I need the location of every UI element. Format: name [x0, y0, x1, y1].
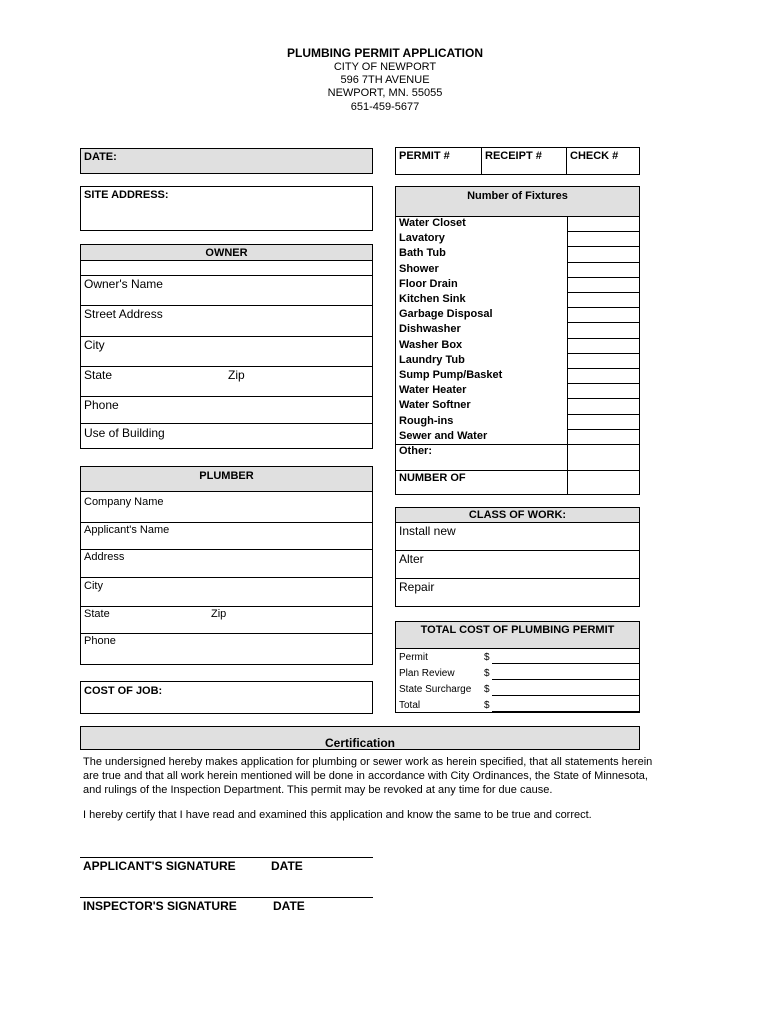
company-name-field[interactable]: Company Name — [84, 496, 164, 508]
fixture-count-field[interactable] — [568, 368, 639, 383]
certification-line-3: and rulings of the Inspection Department. This permit may be revoked at any time for due cause. — [83, 784, 553, 796]
permit-receipt-check-box — [395, 147, 640, 175]
fixture-label: Floor Drain — [399, 277, 458, 290]
fixture-count-field[interactable] — [568, 307, 639, 322]
inspector-date-label: DATE — [273, 899, 305, 913]
applicant-name-field[interactable]: Applicant's Name — [84, 524, 170, 536]
fixture-label: Rough-ins — [399, 414, 454, 427]
plan-review-fee-label: Plan Review — [399, 668, 455, 679]
date-field[interactable] — [80, 148, 373, 174]
applicant-signature-line[interactable] — [80, 857, 373, 858]
receipt-number-label: RECEIPT # — [485, 150, 542, 162]
plan-review-fee-field[interactable] — [492, 679, 639, 680]
site-address-label: SITE ADDRESS: — [84, 189, 169, 201]
cost-of-job-label: COST OF JOB: — [84, 685, 163, 697]
fixture-count-field[interactable] — [568, 398, 639, 413]
fixture-label: Lavatory — [399, 232, 445, 245]
fixture-count-field[interactable] — [568, 338, 639, 353]
owner-state-field[interactable]: State — [84, 368, 113, 382]
plumber-state-field[interactable]: State — [84, 608, 110, 620]
fixture-label: Water Closet — [399, 217, 466, 229]
date-label: DATE: — [84, 151, 117, 163]
header-street: 596 7TH AVENUE — [340, 74, 430, 86]
owner-zip-field[interactable]: Zip — [228, 368, 245, 382]
state-surcharge-fee-currency: $ — [484, 684, 490, 695]
inspector-signature-line[interactable] — [80, 897, 373, 898]
plumber-zip-field[interactable]: Zip — [211, 608, 227, 620]
repair-option[interactable]: Repair — [399, 580, 435, 594]
alter-option[interactable]: Alter — [399, 552, 424, 566]
permit-fee-currency: $ — [484, 652, 490, 663]
fixture-label: Washer Box — [399, 338, 463, 351]
applicant-date-label: DATE — [271, 859, 303, 873]
header-city-state-zip: NEWPORT, MN. 55055 — [327, 87, 443, 99]
plumber-title: PLUMBER — [199, 470, 254, 482]
fixtures-title: Number of Fixtures — [467, 190, 568, 202]
fixture-label: Dishwasher — [399, 323, 461, 336]
total-fee-currency: $ — [484, 700, 490, 711]
fixture-count-field[interactable] — [568, 429, 639, 444]
fixture-label: Bath Tub — [399, 247, 446, 260]
class-of-work-title: CLASS OF WORK: — [468, 509, 567, 521]
total-fee-field[interactable] — [492, 711, 639, 712]
owner-name-field[interactable]: Owner's Name — [84, 277, 163, 291]
fixture-label: Laundry Tub — [399, 353, 465, 366]
total-cost-header — [395, 621, 640, 649]
state-surcharge-fee-label: State Surcharge — [399, 684, 472, 695]
permit-number-label: PERMIT # — [399, 150, 450, 162]
fixture-count-field[interactable] — [568, 231, 639, 246]
class-of-work-section — [395, 507, 640, 607]
fixture-count-field[interactable] — [568, 292, 639, 307]
fixture-label: Water Softner — [399, 399, 471, 412]
fixture-label: Garbage Disposal — [399, 308, 493, 321]
header-city: CITY OF NEWPORT — [333, 61, 437, 73]
plumber-section — [80, 466, 373, 665]
permit-fee-field[interactable] — [492, 663, 639, 664]
fixture-count-field[interactable] — [568, 322, 639, 337]
inspector-signature-label: INSPECTOR'S SIGNATURE — [83, 899, 237, 913]
fixture-label: Shower — [399, 262, 439, 275]
fixture-count-field[interactable] — [568, 353, 639, 368]
certification-statement — [83, 755, 652, 797]
total-fee-label: Total — [399, 700, 421, 711]
fixture-count-field[interactable] — [568, 277, 639, 292]
fixture-count-field[interactable] — [568, 216, 639, 231]
site-address-field[interactable] — [80, 186, 373, 231]
certification-header — [80, 726, 640, 750]
fixture-count-field[interactable] — [568, 262, 639, 277]
fixture-label: Water Heater — [399, 384, 467, 397]
fixture-label: Sump Pump/Basket — [399, 369, 503, 381]
form-title: PLUMBING PERMIT APPLICATION — [287, 46, 483, 60]
certification-line-2: are true and that all work herein mentioned will be done in accordance with City Ordinances, the State of Minnesota, — [83, 770, 648, 782]
cost-of-job-field[interactable] — [80, 681, 373, 714]
owner-section — [80, 244, 373, 449]
use-of-building-field[interactable]: Use of Building — [84, 426, 165, 440]
fixture-other-label: Other: — [399, 445, 432, 457]
header-phone: 651-459-5677 — [350, 101, 420, 113]
fixtures-table — [395, 186, 640, 495]
applicant-signature-label: APPLICANT'S SIGNATURE — [83, 859, 236, 873]
fixture-label: Sewer and Water — [399, 429, 488, 442]
plumber-city-field[interactable]: City — [84, 580, 103, 592]
number-of-fixtures-label: NUMBER OF — [399, 472, 466, 484]
total-cost-table — [395, 648, 640, 713]
plan-review-fee-currency: $ — [484, 668, 490, 679]
fixture-count-field[interactable] — [568, 246, 639, 261]
state-surcharge-fee-field[interactable] — [492, 695, 639, 696]
certification-line-1: The undersigned hereby makes application for plumbing or sewer work as herein specified, that all statements herein — [83, 756, 653, 768]
plumber-address-field[interactable]: Address — [84, 551, 125, 563]
permit-fee-label: Permit — [399, 652, 428, 663]
certification-affirmation: I hereby certify that I have read and examined this application and know the same to be true and correct. — [83, 809, 592, 821]
certification-title: Certification — [324, 736, 395, 750]
fixture-count-field[interactable] — [568, 414, 639, 429]
fixture-label: Kitchen Sink — [399, 293, 466, 305]
total-cost-title: TOTAL COST OF PLUMBING PERMIT — [420, 624, 615, 636]
plumber-phone-field[interactable]: Phone — [84, 635, 116, 647]
owner-title: OWNER — [205, 247, 248, 259]
owner-city-field[interactable]: City — [84, 338, 105, 352]
owner-phone-field[interactable]: Phone — [84, 398, 119, 412]
owner-street-field[interactable]: Street Address — [84, 307, 163, 321]
fixture-count-field[interactable] — [568, 383, 639, 398]
install-new-option[interactable]: Install new — [399, 524, 456, 538]
check-number-label: CHECK # — [570, 150, 619, 162]
